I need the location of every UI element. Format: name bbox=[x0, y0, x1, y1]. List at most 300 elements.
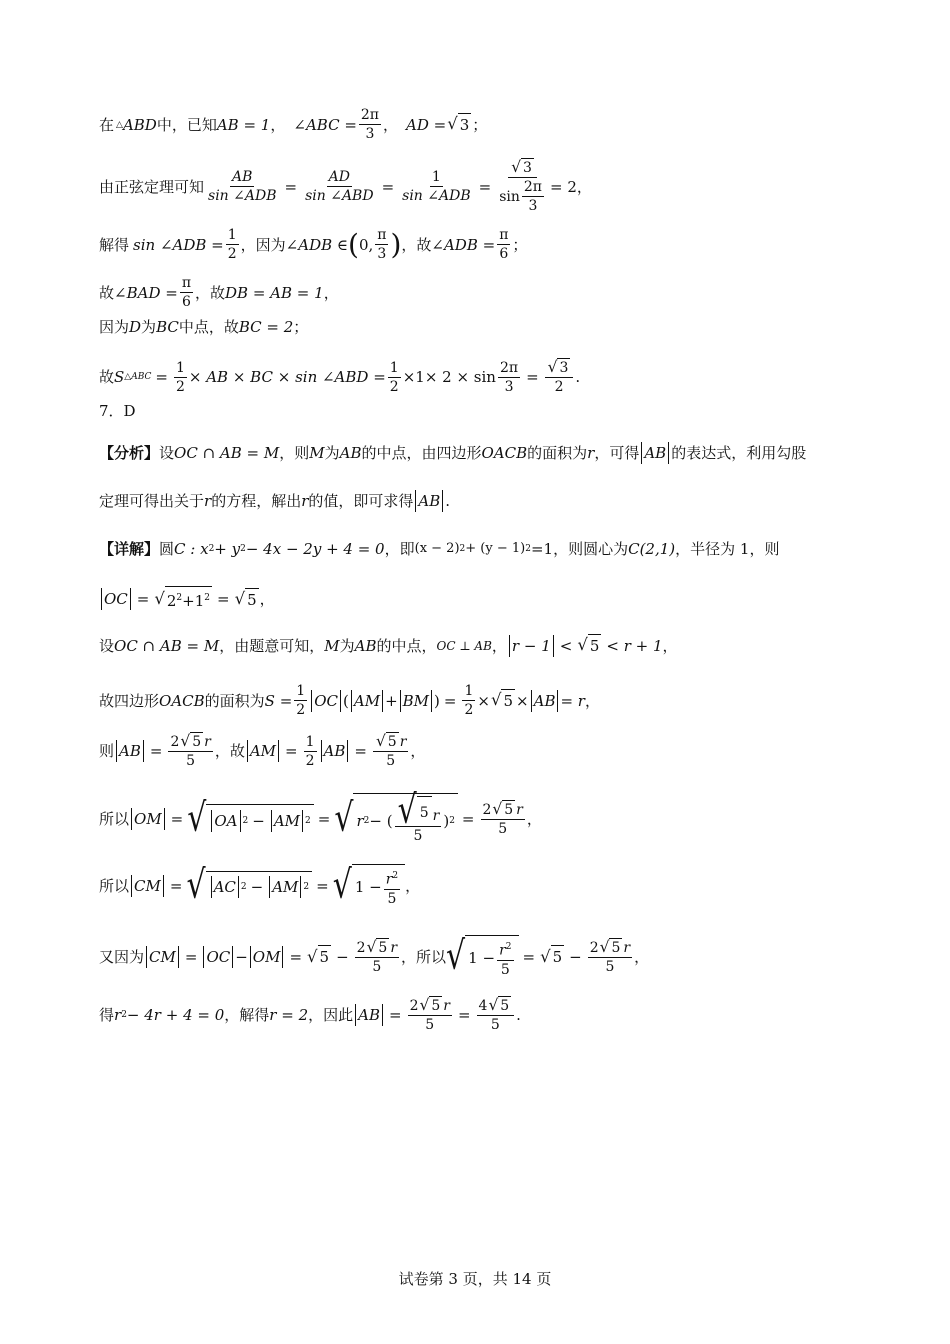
text: 在 bbox=[99, 115, 115, 134]
minus: − bbox=[336, 947, 349, 966]
denominator: 5 bbox=[372, 958, 382, 975]
denominator: 6 bbox=[499, 246, 509, 262]
text: 的值，即可求得 bbox=[308, 492, 414, 510]
text: ， bbox=[270, 115, 286, 134]
math: OC ⊥ AB bbox=[436, 638, 492, 653]
radicand: 5 bbox=[551, 945, 565, 968]
text: ，可得 bbox=[594, 444, 640, 462]
denominator: 2 bbox=[227, 246, 237, 262]
variable: r bbox=[432, 808, 440, 824]
text: 故 bbox=[99, 368, 115, 386]
minus: − bbox=[250, 878, 264, 897]
left-paren: ( bbox=[348, 227, 359, 261]
numerator: π bbox=[377, 227, 387, 243]
text: ，故 bbox=[401, 235, 432, 254]
text: 故 bbox=[99, 283, 115, 302]
detail-tag: 【详解】 bbox=[99, 540, 160, 558]
line-8 bbox=[99, 442, 890, 464]
math: D bbox=[129, 318, 142, 336]
equals: = bbox=[381, 177, 395, 196]
math: ∠BAD = bbox=[114, 283, 178, 302]
abs-value: AM bbox=[247, 740, 279, 762]
numerator: 1 bbox=[175, 359, 185, 376]
text: 的面积为 bbox=[204, 691, 265, 710]
sqrt: √ 5 bbox=[419, 995, 441, 1014]
line-13 bbox=[99, 682, 890, 719]
text: 中点，故 bbox=[178, 318, 239, 336]
minus: − bbox=[252, 811, 265, 830]
text: ，由题意可知， bbox=[219, 636, 325, 655]
equals: = bbox=[149, 742, 163, 760]
radicand: 5 bbox=[192, 734, 202, 750]
radicand: 3 bbox=[458, 113, 472, 136]
variable: r bbox=[204, 733, 211, 750]
denominator: 5 bbox=[425, 1017, 435, 1033]
minus: − bbox=[569, 947, 582, 966]
denominator: 3 bbox=[504, 378, 514, 395]
sqrt: √ 5 bbox=[180, 731, 202, 750]
abs-value: AB bbox=[641, 442, 669, 464]
number: 2 bbox=[170, 733, 180, 750]
abs-value: AB bbox=[531, 690, 559, 712]
text: ， bbox=[259, 590, 275, 608]
text: ， bbox=[584, 691, 600, 710]
denominator: 6 bbox=[181, 294, 191, 310]
fraction bbox=[545, 358, 574, 396]
fraction bbox=[481, 800, 525, 838]
math: × bbox=[477, 691, 490, 710]
math: + bbox=[385, 691, 398, 710]
math: − 4x − 2y + 4 = 0 bbox=[245, 540, 385, 558]
variable: r bbox=[356, 811, 364, 830]
numerator: 1 bbox=[227, 227, 237, 243]
text: ，半径为 1，则 bbox=[675, 540, 780, 558]
equals: = bbox=[285, 742, 298, 760]
text: ，因为 bbox=[240, 235, 286, 254]
variable: r bbox=[499, 942, 506, 959]
denominator: 5 bbox=[413, 828, 423, 844]
math: r bbox=[114, 1006, 122, 1024]
line-16 bbox=[99, 864, 890, 908]
abs-value: OM bbox=[250, 946, 284, 968]
denominator bbox=[497, 178, 548, 215]
math: sin ∠ADB = bbox=[133, 235, 224, 254]
math: ∠ADB = bbox=[431, 235, 496, 254]
fraction bbox=[498, 359, 520, 396]
denominator: 2 bbox=[305, 752, 315, 769]
fraction bbox=[226, 226, 239, 263]
sqrt: √ 5 bbox=[375, 731, 397, 750]
fraction bbox=[359, 106, 381, 143]
denominator: 2 bbox=[175, 378, 185, 395]
text: ，故 bbox=[214, 742, 245, 760]
superscript: 2 bbox=[459, 544, 466, 554]
numerator bbox=[168, 732, 212, 752]
number: +1 bbox=[182, 592, 205, 610]
sqrt: √ 5 bbox=[398, 796, 432, 826]
triangle-symbol: △ bbox=[116, 119, 123, 130]
number: 2 bbox=[482, 801, 492, 818]
math: OACB bbox=[481, 444, 528, 462]
math: r = 2 bbox=[269, 1006, 309, 1024]
fraction bbox=[522, 178, 544, 215]
math: × AB × BC × sin ∠ABD = bbox=[188, 368, 386, 386]
sqrt: √ OA 2 − AM 2 bbox=[187, 804, 314, 834]
math: (x − 2) bbox=[414, 541, 460, 556]
abs-value: BM bbox=[400, 690, 432, 712]
denominator: 3 bbox=[528, 198, 538, 214]
denominator: 2 bbox=[389, 378, 399, 395]
variable: r bbox=[443, 997, 450, 1014]
text: 由正弦定理可知 bbox=[99, 177, 205, 196]
numerator: 2π bbox=[499, 359, 519, 376]
fraction bbox=[497, 226, 510, 263]
math: < r + 1 bbox=[606, 636, 663, 655]
numerator: π bbox=[499, 227, 509, 243]
denominator: 5 bbox=[386, 753, 396, 769]
numerator: 1 bbox=[305, 733, 315, 750]
math: OC ∩ AB = M bbox=[174, 444, 280, 462]
variable: r bbox=[623, 939, 631, 956]
equals: = bbox=[478, 177, 492, 196]
denominator: 3 bbox=[377, 246, 387, 262]
answer-label: 7．D bbox=[99, 402, 136, 420]
math: OACB bbox=[159, 691, 205, 710]
abs-value: OC bbox=[203, 946, 233, 968]
text: sin bbox=[499, 188, 520, 205]
line-9 bbox=[99, 490, 890, 512]
superscript: 2 bbox=[525, 544, 531, 554]
text: ，解得 bbox=[224, 1006, 270, 1024]
superscript: 2 bbox=[449, 815, 455, 826]
superscript: 2 bbox=[392, 871, 399, 881]
text: ， bbox=[383, 115, 399, 134]
text: 则 bbox=[99, 742, 115, 760]
line-15 bbox=[99, 787, 890, 845]
numerator bbox=[481, 800, 525, 820]
line-10 bbox=[99, 538, 890, 560]
superscript: 2 bbox=[204, 593, 211, 603]
equals: = bbox=[284, 177, 298, 196]
line-2 bbox=[99, 158, 890, 215]
numerator bbox=[384, 867, 400, 890]
math: C(2,1) bbox=[628, 540, 676, 558]
abs-value: OC bbox=[311, 690, 341, 712]
equals: = bbox=[184, 947, 198, 966]
math: AB bbox=[354, 636, 377, 655]
text: 的方程，解出 bbox=[211, 492, 302, 510]
numerator bbox=[508, 158, 537, 178]
numerator: 1 bbox=[296, 683, 306, 699]
fraction bbox=[174, 359, 187, 396]
numerator: 1 bbox=[389, 359, 399, 376]
math: ×1× 2 × sin bbox=[402, 368, 496, 386]
math: BC bbox=[156, 318, 179, 336]
radicand: 5 bbox=[431, 998, 441, 1014]
text: ，则 bbox=[279, 444, 310, 462]
text: ，因此 bbox=[308, 1006, 354, 1024]
sqrt: √ 5 bbox=[577, 635, 600, 655]
text: = 2， bbox=[550, 177, 592, 196]
sqrt: √ 5 bbox=[366, 937, 388, 956]
radicand bbox=[352, 864, 405, 908]
denominator: 2 bbox=[554, 379, 564, 395]
radicand: 5 bbox=[245, 588, 259, 611]
math: C : x bbox=[174, 540, 209, 558]
variable: r bbox=[399, 733, 407, 750]
line-18 bbox=[99, 996, 890, 1034]
math: r bbox=[301, 492, 309, 510]
math: OC ∩ AB = M bbox=[114, 636, 220, 655]
variable: r bbox=[516, 801, 523, 818]
denominator: 5 bbox=[186, 753, 196, 769]
radicand bbox=[353, 787, 457, 845]
text: 的中点， bbox=[376, 636, 437, 655]
superscript: 2 bbox=[363, 815, 370, 826]
math: M bbox=[324, 636, 340, 655]
math: AB = 1 bbox=[216, 115, 271, 134]
sqrt: √ $2^2+1^2$ bbox=[154, 586, 212, 612]
fraction bbox=[384, 867, 400, 908]
numerator: 1 bbox=[464, 683, 474, 699]
text: ， bbox=[410, 742, 426, 760]
abs-value: AB bbox=[116, 740, 144, 762]
fraction bbox=[355, 938, 399, 976]
math: = r bbox=[560, 691, 585, 710]
radicand: 5 bbox=[318, 945, 332, 968]
text: 解得 bbox=[99, 235, 130, 254]
math: ) bbox=[443, 811, 450, 830]
denominator: 5 bbox=[605, 958, 615, 975]
variable: r bbox=[390, 939, 398, 956]
text: . bbox=[516, 1006, 521, 1024]
number: 4 bbox=[478, 997, 488, 1014]
equals: = bbox=[136, 590, 150, 608]
text: 设 bbox=[159, 444, 175, 462]
fraction bbox=[294, 682, 307, 719]
numerator: 2π bbox=[523, 179, 542, 195]
abs-value: OA bbox=[211, 810, 240, 832]
denominator: 3 bbox=[365, 126, 375, 142]
radicand: 5 bbox=[387, 734, 397, 750]
math: 1 − bbox=[354, 878, 382, 897]
math: S bbox=[114, 368, 125, 386]
sqrt: √ 3 bbox=[447, 114, 470, 134]
equals: = bbox=[457, 1006, 471, 1024]
numerator: 1 bbox=[431, 169, 441, 185]
math: r bbox=[204, 492, 212, 510]
fraction bbox=[375, 226, 388, 263]
text: 的表达式，利用勾股 bbox=[671, 444, 807, 462]
number: 2 bbox=[166, 592, 177, 610]
sqrt: √ 5 bbox=[488, 995, 510, 1014]
abs-value: AB bbox=[321, 740, 349, 762]
fraction bbox=[168, 732, 212, 770]
line-14 bbox=[99, 732, 890, 770]
text: 为 bbox=[324, 444, 340, 462]
variable: r bbox=[385, 871, 393, 888]
subscript: △ABC bbox=[124, 372, 152, 382]
math: M bbox=[309, 444, 325, 462]
radicand: 5 bbox=[504, 802, 514, 818]
math: AB bbox=[339, 444, 362, 462]
line-1 bbox=[99, 106, 890, 143]
abs-value: OM bbox=[131, 808, 165, 830]
radicand: 5 bbox=[500, 998, 510, 1014]
sqrt: √ 1 − $\frac{r^2}{5}$ bbox=[333, 864, 405, 908]
sqrt: √ 3 bbox=[511, 157, 532, 176]
radicand: 5 bbox=[501, 689, 515, 712]
sqrt: √ 5 bbox=[234, 588, 257, 609]
sqrt: √ 5 bbox=[599, 937, 621, 956]
equals: = bbox=[316, 876, 329, 895]
sqrt: √ 3 bbox=[547, 357, 569, 376]
superscript: 2 bbox=[303, 882, 310, 893]
superscript: 2 bbox=[242, 815, 249, 826]
denominator: 2 bbox=[296, 702, 306, 718]
equals: = bbox=[522, 947, 536, 966]
fraction bbox=[477, 996, 515, 1034]
line-17 bbox=[99, 935, 890, 979]
radicand bbox=[165, 586, 212, 612]
equals: = bbox=[354, 742, 367, 760]
math: r bbox=[587, 444, 595, 462]
denominator: sin ∠ADB bbox=[208, 188, 277, 204]
radicand: 5 bbox=[611, 939, 621, 956]
fraction bbox=[408, 996, 452, 1034]
superscript: 2 bbox=[305, 815, 311, 826]
math: × bbox=[516, 691, 529, 710]
numerator bbox=[408, 996, 452, 1016]
text: ； bbox=[472, 115, 488, 134]
text: ， bbox=[526, 810, 542, 828]
text: ，故 bbox=[195, 283, 226, 302]
text: ， bbox=[491, 636, 507, 655]
text: . bbox=[575, 368, 581, 386]
denominator: 5 bbox=[387, 890, 397, 907]
text: ， bbox=[662, 636, 678, 655]
abs-value: AB bbox=[415, 490, 443, 512]
numerator bbox=[395, 787, 442, 834]
equals: = bbox=[389, 1006, 402, 1024]
text: 的面积为 bbox=[527, 444, 588, 462]
line-12 bbox=[99, 634, 890, 657]
math: − ( bbox=[369, 811, 393, 830]
denominator: 2 bbox=[464, 702, 474, 718]
sqrt: √ 5 bbox=[540, 946, 563, 967]
text: 圆 bbox=[159, 540, 175, 558]
math: ( bbox=[343, 691, 349, 710]
numerator: π bbox=[181, 275, 192, 291]
text: ， bbox=[405, 876, 421, 895]
math: DB = AB = 1 bbox=[225, 283, 324, 302]
fraction bbox=[400, 168, 472, 205]
superscript: 2 bbox=[505, 942, 512, 952]
equals: = bbox=[461, 810, 475, 828]
less-than: < bbox=[559, 636, 573, 655]
radicand: 5 bbox=[417, 796, 432, 826]
math: ) bbox=[434, 691, 440, 710]
denominator: 5 bbox=[490, 1017, 500, 1033]
text: 定理可得出关于 bbox=[99, 492, 205, 510]
radicand: 5 bbox=[378, 939, 388, 956]
superscript: 2 bbox=[240, 882, 247, 893]
line-6 bbox=[99, 358, 890, 396]
superscript: 2 bbox=[208, 544, 215, 554]
math: =1 bbox=[530, 540, 554, 558]
abs-value: AB bbox=[355, 1004, 383, 1026]
numerator bbox=[588, 938, 632, 958]
line-7 bbox=[99, 400, 890, 422]
text: ，即 bbox=[384, 540, 415, 558]
line-4 bbox=[99, 274, 890, 311]
math: 0, bbox=[358, 235, 374, 254]
math: − 4r + 4 = 0 bbox=[126, 1006, 225, 1024]
text: 中，已知 bbox=[156, 115, 217, 134]
text: 又因为 bbox=[99, 947, 145, 966]
fraction bbox=[497, 938, 513, 979]
math: ∠ADB ∈ bbox=[285, 235, 348, 254]
text: 的中点，由四边形 bbox=[361, 444, 482, 462]
line-11 bbox=[99, 586, 890, 612]
superscript: 2 bbox=[121, 1010, 127, 1020]
equals: = bbox=[443, 691, 457, 710]
equals: = bbox=[169, 876, 183, 895]
text: ； bbox=[512, 235, 528, 254]
text: 所以 bbox=[99, 810, 130, 828]
equals: = bbox=[526, 368, 539, 386]
minus: − bbox=[235, 947, 248, 966]
sqrt: √ 1 − $\frac{r^2}{5}$ bbox=[446, 935, 518, 979]
math: + y bbox=[214, 540, 241, 558]
denominator: sin ∠ABD bbox=[305, 188, 374, 204]
sqrt: √ 5 bbox=[490, 690, 514, 710]
abs-value: AM bbox=[269, 876, 301, 898]
text: 因为 bbox=[99, 318, 130, 336]
number: 2 bbox=[589, 939, 599, 956]
line-3 bbox=[99, 226, 890, 263]
text: 为 bbox=[141, 318, 157, 336]
sqrt: √ 5 bbox=[492, 799, 514, 818]
numerator: AB bbox=[232, 169, 253, 185]
text: ； bbox=[293, 318, 309, 336]
radicand: 3 bbox=[523, 160, 532, 176]
equals: = bbox=[155, 368, 168, 386]
fraction bbox=[206, 168, 278, 205]
sqrt: √ r 2 − ( √ 5 r 5 ) 2 bbox=[334, 793, 458, 845]
equals: = bbox=[217, 590, 230, 608]
equals: = bbox=[170, 810, 184, 828]
fraction bbox=[180, 274, 193, 311]
math: ∠ABC = bbox=[293, 115, 357, 134]
math: AD = bbox=[406, 115, 447, 134]
text: 所以 bbox=[99, 876, 130, 895]
fraction bbox=[388, 359, 401, 396]
abs-value: AM bbox=[271, 810, 303, 832]
sqrt: √ AC 2 − AM 2 bbox=[186, 871, 312, 901]
superscript: 2 bbox=[240, 544, 246, 554]
numerator bbox=[545, 358, 574, 378]
numerator: AD bbox=[328, 169, 350, 185]
radicand: 5 bbox=[588, 634, 602, 657]
numerator: 2π bbox=[360, 107, 379, 123]
denominator: sin ∠ADB bbox=[402, 188, 471, 204]
text: 设 bbox=[99, 636, 115, 655]
number: 2 bbox=[356, 939, 366, 956]
text: 为 bbox=[339, 636, 355, 655]
superscript: 2 bbox=[176, 593, 183, 603]
fraction bbox=[497, 158, 548, 215]
